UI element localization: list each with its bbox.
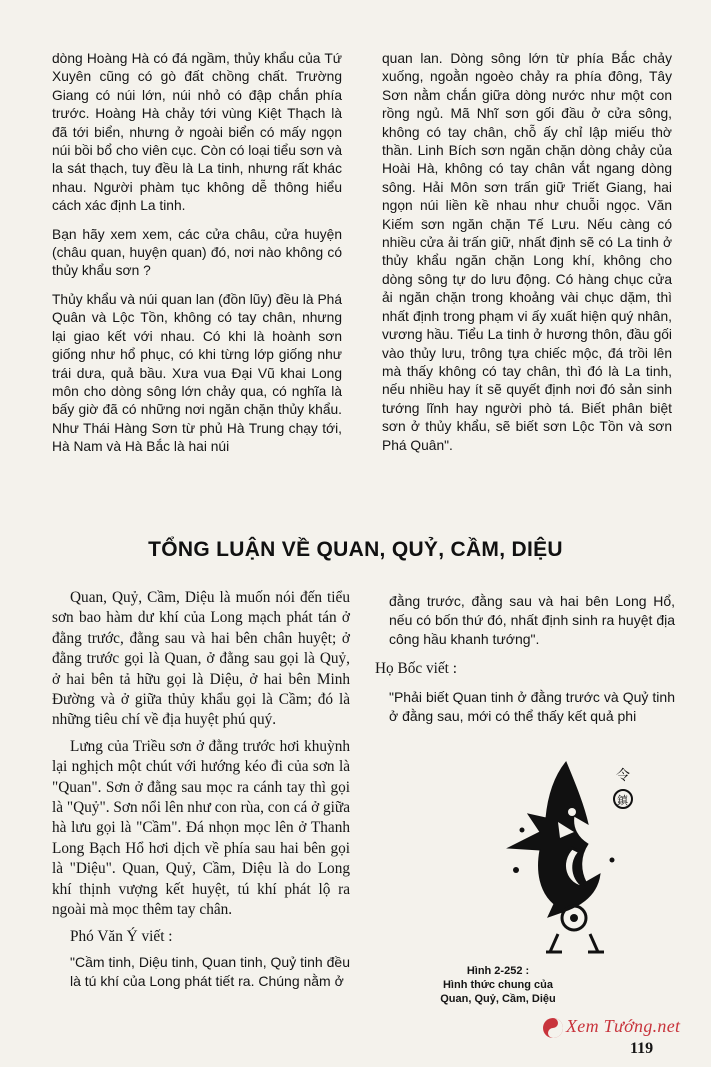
figure-number: Hình 2-252 :	[466, 965, 530, 977]
paragraph: Quan, Quỷ, Cầm, Diệu là muốn nói đến tiểu sơn bao hàm dư khí của Long mạch phát tán ở đằng trước, đằng sau và hai bên chân huyệt; ở đằng trước gọi là Quan, ở đằng sau gọi là Quỷ, ở hai bên tả hữu gọi là Diệu, ở hai bên Minh Đường và ở giữa thủy khẩu gọi là Cầm; đó là những tiêu chí về địa huyệt phú quý.	[52, 589, 350, 729]
figure-title-line2: Quan, Quỷ, Cầm, Diệu	[440, 993, 556, 1005]
bottom-right-column	[375, 592, 675, 736]
figure-title-line1: Hình thức chung của	[442, 979, 554, 991]
paragraph: quan lan. Dòng sông lớn từ phía Bắc chảy xuống, ngoằn ngoèo chảy ra phía đông, Tây Sơn nằm chắn giữa dòng nước như một con rồng ngủ. Mã Nhĩ sơn gối đầu ở cửa sông, không có tay chân, chỗ ấy chỉ lập miếu thờ thần. Linh Bích sơn ngăn chặn dòng chảy của Hoài Hà, không có tay chân vắt ngang dòng sông. Hải Môn sơn trấn giữ Triết Giang, hai ngọn núi liền kề nhau như chuỗi ngọc. Văn Kiếm sơn ngăn chặn Tế Lưu. Nếu càng có nhiều cửa ải trấn giữ, nhất định sẽ có La tinh ở thủy khẩu ngăn chặn Long khí, không cho dòng sông tự do lưu động. Có hàng chục cửa ải ngăn chặn trong khoảng vài chục dặm, thì nhất định trong phạm vi ấy xuất hiện quý nhân, vương hầu. Tiểu La tinh ở hương thôn, đầu gối vào thủy lưu, trông tựa chiếc mộc, đá trồi lên mà thấy không có tay chân, thì đó là La tinh, nếu nhiều hay ít sẽ quyết định nơi đó sản sinh tướng lĩnh hay người phò tá. Biết phân biệt sơn ở thủy khẩu, sẽ biết sơn Lộc Tồn và sơn Phá Quân".	[382, 51, 672, 453]
paragraph: Lưng của Triều sơn ở đằng trước hơi khuỳnh lại nghịch một chút với hướng kéo đi của sơn là "Quan". Sơn ở đằng sau mọc ra cánh tay thì gọi là "Quỷ". Sơn nổi lên như con rùa, con cá ở giữa hà lưu gọi là "Cầm". Đá nhọn mọc lên ở Thanh Long Bạch Hổ hơi dịch về phía sau hai bên gọi là "Diệu". Quan, Quỷ, Cầm, Diệu là do Long khí thịnh vượng kết huyệt, tú khí phát lộ ra ngoài mà mọc thêm tay chân.	[52, 737, 351, 919]
top-left-column	[52, 50, 342, 467]
section-heading: TỔNG LUẬN VỀ QUAN, QUỶ, CẦM, DIỆU	[148, 538, 563, 561]
quotation-continued: đằng trước, đằng sau và hai bên Long Hổ, nếu có bốn thứ đó, nhất định sinh ra huyệt địa công hầu khanh tướng".	[389, 593, 675, 647]
paragraph: Thủy khẩu và núi quan lan (đồn lũy) đều là Phá Quân và Lộc Tồn, không có tay chân, nhưng lại giao kết với nhau. Có khi là hoành sơn giống như hổ phục, có khi từng lớp giống như trái dưa, quả bầu. Xưa vua Đại Vũ khai Long môn cho dòng sông lớn chảy qua, có nghĩa là bấy giờ đã có những nơi ngăn chặn thủy khẩu. Như Thái Hàng Sơn từ phủ Hà Trung chạy tới, Hà Nam và Hà Bắc là hai núi	[52, 291, 342, 455]
bottom-left-column	[52, 588, 350, 997]
attribution-label: Họ Bốc viết :	[375, 660, 457, 677]
top-right-column	[382, 50, 672, 465]
svg-text:鎮: 鎮	[617, 795, 628, 807]
paragraph: dòng Hoàng Hà có đá ngầm, thủy khẩu của Tứ Xuyên cũng có gò đất chồng chất. Trường Giang có núi lớn, núi nhỏ có đập chắn phía trước. Hoàng Hà chảy tới vùng Kiệt Thạch là đã tới biển, nhưng ở ngoài biển có mấy ngọn núi bồi bổ cho viên cục. Còn có loại tiểu sơn và la sát thạch, tuy đều là La tinh, nhưng rất khác nhau. Người phàm tục không dễ thông hiểu cách xác định La tinh.	[52, 51, 342, 214]
attribution-label: Phó Văn Ý viết :	[70, 927, 173, 945]
yin-yang-icon	[542, 1017, 564, 1039]
quotation: "Phải biết Quan tinh ở đằng trước và Quỷ tinh ở đằng sau, mới có thể thấy kết quả phi	[389, 689, 675, 724]
quotation: "Cầm tinh, Diệu tinh, Quan tinh, Quỷ tinh đều là tú khí của Long phát tiết ra. Chúng nằm ở	[70, 953, 350, 989]
paragraph: Bạn hãy xem xem, các cửa châu, cửa huyện (châu quan, huyện quan) đó, nơi nào không có thủy khẩu sơn ?	[52, 226, 342, 279]
illustration-figure	[488, 752, 658, 962]
page-number: 119	[630, 1040, 654, 1057]
watermark-logo	[540, 1014, 710, 1044]
figure-caption	[408, 964, 588, 1006]
watermark-text: Xem Tướng.net	[566, 1016, 681, 1036]
svg-text:令: 令	[616, 769, 630, 784]
